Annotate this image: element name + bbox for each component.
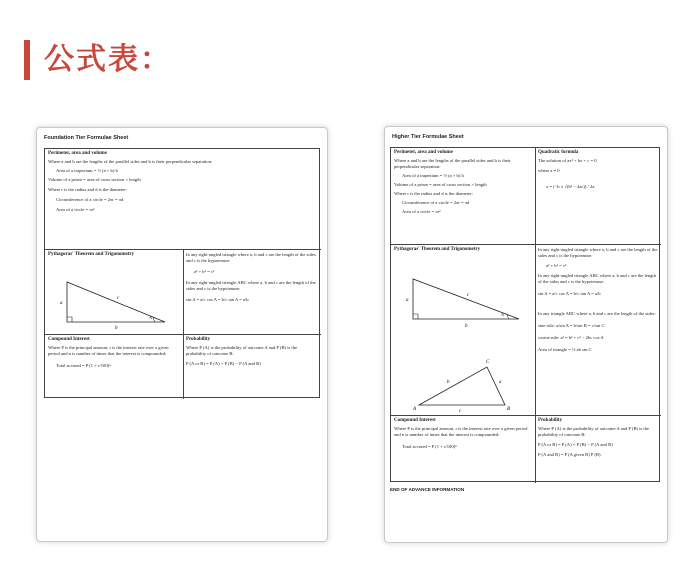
foundation-formulae-sheet [36,127,328,542]
vertex-label-a: A [413,407,417,412]
section-heading: Perimeter, area and volume [48,151,107,156]
side-label-b: b [115,326,118,331]
formula-line: Circumference of a circle = 2πr = πd [56,197,124,202]
formula-line: Volume of a prism = area of cross section × length [394,182,487,187]
formula-line: Where P is the principal amount, r is the interest rate over a given period and n is number of times that the interest is compounded: [394,426,528,437]
foundation-sheet-title: Foundation Tier Formulae Sheet [44,135,129,141]
formula-line: a² + b² = c² [546,263,567,268]
formula-line: Circumference of a circle = 2πr = πd [402,200,470,205]
side-label-b: b [465,324,468,329]
section-heading: Pythagoras' Theorem and Trigonometry [394,247,481,252]
side-label-b2: b [447,380,450,385]
section-heading: Probability [538,418,563,423]
foundation-formula-table [44,148,320,398]
formula-line: P (A and B) = P (A given B) P (B) [538,452,601,457]
formula-line: Area of a trapezium = ½ (a + b) h [402,173,464,178]
higher-perimeter-section [391,148,535,244]
formula-line: Area of a circle = πr² [402,209,441,214]
formula-line: Area of a trapezium = ½ (a + b) h [56,168,118,173]
heading-accent-bar [24,40,30,80]
end-of-advance-information: END OF ADVANCE INFORMATION [390,487,465,492]
formula-line: where a ≠ 0 [538,168,560,173]
section-heading: Compound Interest [394,418,436,423]
formula-line: Where a and b are the lengths of the parallel sides and h is their perpendicular separation: [48,159,213,164]
formula-line: Volume of a prism = area of cross section × length [48,177,141,182]
section-heading: Probability [186,337,211,342]
formula-line: In any right-angled triangle ABC where a, b and c are the length of the sides and c is the hypotenuse: [186,280,316,291]
formula-line: Total accrued = P (1 + r/100)ⁿ [402,444,457,449]
formula-line: sin A = a/c cos A = b/c tan A = a/b [538,291,601,296]
side-label-a2: a [499,380,502,385]
side-label-a: a [406,298,409,303]
higher-pythagoras-diagram-cell [391,245,535,415]
section-heading: Pythagoras' Theorem and Trigonometry [48,252,135,257]
formula-line: In any right-angled triangle where a, b and c are the length of the sides and c is the hypotenuse: [538,247,658,258]
section-heading: Quadratic formula [538,150,579,155]
higher-sheet-title: Higher Tier Formulae Sheet [392,134,464,140]
formula-line: Area of triangle = ½ ab sin C [538,347,592,352]
formula-line: In any right-angled triangle ABC where a, b and c are the length of the sides and c is the hypotenuse: [538,273,656,284]
higher-quadratic-section [535,148,661,244]
higher-compound-interest-section [391,416,535,483]
foundation-pythagoras-text-cell [183,250,321,334]
angle-label-a: A [149,315,152,320]
foundation-perimeter-section [45,149,321,249]
page-heading: 公式表： [44,42,172,77]
formula-line: sin A = a/c cos A = b/c tan A = a/b [186,297,249,302]
side-label-c: c [467,293,470,298]
formula-line: Where r is the radius and d is the diameter: [394,191,473,196]
foundation-compound-interest-section [45,335,183,399]
formula-line: P (A or B) = P (A) + P (B) − P (A and B) [538,442,613,447]
formula-line: Total accrued = P (1 + r/100)ⁿ [56,363,111,368]
formula-line: a² + b² = c² [194,269,215,274]
formula-line: Area of a circle = πr² [56,207,95,212]
higher-probability-section [535,416,661,483]
formula-line: In any triangle ABC where a, b and c are the length of the sides: [538,311,656,316]
angle-label-a: A [501,312,504,317]
foundation-pythagoras-diagram-cell [45,250,183,334]
formula-line: sine rule: a/sin A = b/sin B = c/sin C [538,323,605,328]
formula-line: Where a and b are the lengths of the parallel sides and h is their perpendicular separation: [394,158,511,169]
higher-formula-table [390,147,660,482]
formula-line: In any right-angled triangle where a, b and c are the length of the sides and c is the hypotenuse: [186,252,316,263]
right-triangle-diagram [49,262,179,332]
foundation-probability-section [183,335,321,399]
side-label-c2: c [459,409,462,413]
formula-line: The solution of ax² + bx + c = 0 [538,158,597,163]
formula-line: Where P is the principal amount, r is the interest rate over a given period and n is number of times that the interest is compounded: [48,345,169,356]
section-heading: Compound Interest [48,337,90,342]
formula-line: Where P (A) is the probability of outcome A and P (B) is the probability of outcome B: [538,426,650,437]
side-label-c: c [117,296,120,301]
vertex-label-c: C [486,360,490,365]
formula-line: cosine rule: a² = b² + c² − 2bc cos A [538,335,604,340]
formula-line: Where P (A) is the probability of outcome A and P (B) is the probability of outcome B: [186,345,298,356]
formula-line: x = (−b ± √(b² − 4ac)) / 2a [546,184,595,189]
side-label-a: a [60,301,63,306]
higher-triangle-diagrams [393,255,533,413]
vertex-label-b: B [507,407,511,412]
formula-line: Where r is the radius and d is the diameter: [48,187,127,192]
section-heading: Perimeter, area and volume [394,150,453,155]
higher-formulae-sheet [384,126,668,543]
formula-line: P (A or B) = P (A) + P (B) − P (A and B) [186,361,261,366]
higher-pythagoras-text-cell [535,245,661,415]
